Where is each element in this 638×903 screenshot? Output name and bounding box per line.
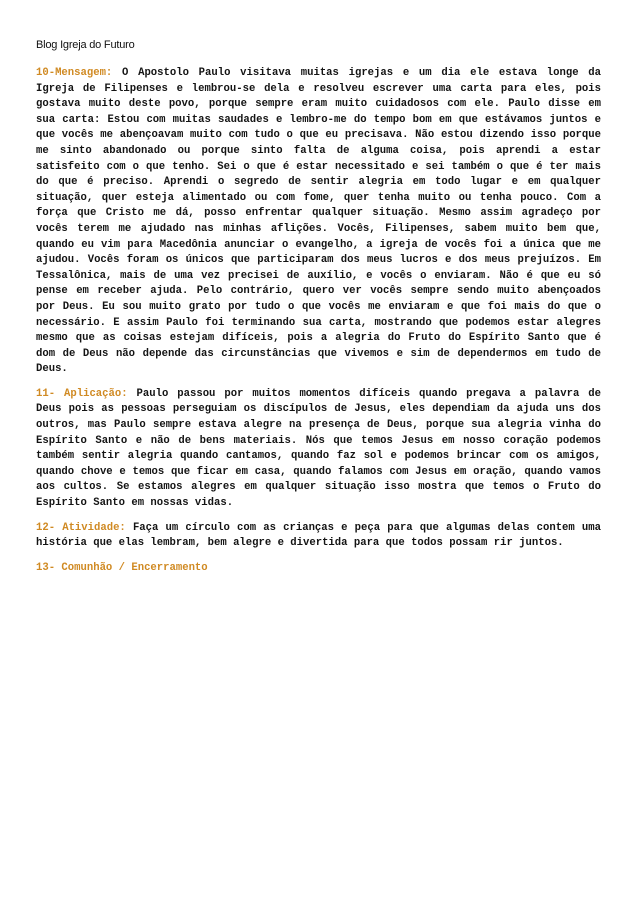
section-atividade bbox=[36, 521, 601, 552]
section-mensagem bbox=[36, 66, 601, 378]
section-label-mensagem: 10-Mensagem: bbox=[36, 67, 113, 79]
section-text-mensagem: O Apostolo Paulo visitava muitas igrejas e um dia ele estava longe da Igreja de Filipenses e lembrou-se dela e resolveu escrever uma carta para eles, pois gostava muito deste povo, porque sempre eram muito cuidadosos com ele. Paulo disse em sua carta: Estou com muitas saudades e lembro-me do tempo bom em que estávamos juntos e que vocês me abençoavam muito com tudo o que eu precisava. Não estou dizendo isso porque me sinto abandonado ou porque sinto falta de alguma coisa, pois aprendi a estar satisfeito com o que tenho. Sei o que é estar necessitado e sei também o que é ter mais do que é preciso. Aprendi o segredo de sentir alegria em todo lugar e em qualquer situação, quer esteja alimentado ou com fome, quer tenha muito ou tenha pouco. Com a força que Cristo me dá, posso enfrentar qualquer situação. Mesmo assim agradeço por vocês terem me ajudado nas minhas aflições. Vocês, Filipenses, sabem muito bem que, quando eu vim para Macedônia anunciar o evangelho, a igreja de vocês foi a única que me ajudou. Vocês foram os únicos que participaram dos meus lucros e dos meus prejuízos. Em Tessalônica, mais de uma vez precisei de auxílio, e vocês o enviaram. Não é que eu só pense em receber ajuda. Pelo contrário, quero ver vocês sempre sendo muito abençoados por Deus. Eu sou muito grato por tudo o que vocês me enviaram e que foi mais do que o necessário. E assim Paulo foi terminando sua carta, mostrando que podemos estar alegres mesmo que as coisas estejam difíceis, pois a alegria do Fruto do Espírito Santo que é dom de Deus não depende das circunstâncias que vivemos e sim de dependermos em tudo de Deus. bbox=[36, 67, 601, 376]
section-label-atividade: 12- Atividade: bbox=[36, 521, 126, 534]
section-aplicacao bbox=[36, 387, 601, 512]
section-comunhao bbox=[36, 561, 601, 577]
section-label-comunhao: 13- Comunhão / Encerramento bbox=[36, 561, 208, 574]
blog-header-title: Blog Igreja do Futuro bbox=[36, 39, 135, 51]
section-label-aplicacao: 11- Aplicação: bbox=[36, 387, 128, 400]
section-text-aplicacao: Paulo passou por muitos momentos difíceis quando pregava a palavra de Deus pois as pessoas perseguiam os discípulos de Jesus, eles dependiam da ajuda uns dos outros, mas Paulo sempre estava alegre na presença de Deus, porque sua alegria vinha do Espírito Santo e não de bens materiais. Nós que temos Jesus em nosso coração podemos também sentir alegria quando cantamos, quando faz sol e podemos brincar com os amigos, quando chove e temos que ficar em casa, quando falamos com Jesus em oração, quando vamos aos cultos. Se estamos alegres em qualquer situação isso mostra que temos o Fruto do Espírito Santo em nossas vidas. bbox=[36, 387, 602, 510]
document-body bbox=[36, 66, 601, 585]
section-text-atividade: Faça um círculo com as crianças e peça para que algumas delas contem uma história que elas lembram, bem alegre e divertida para que todos possam rir juntos. bbox=[36, 521, 601, 550]
